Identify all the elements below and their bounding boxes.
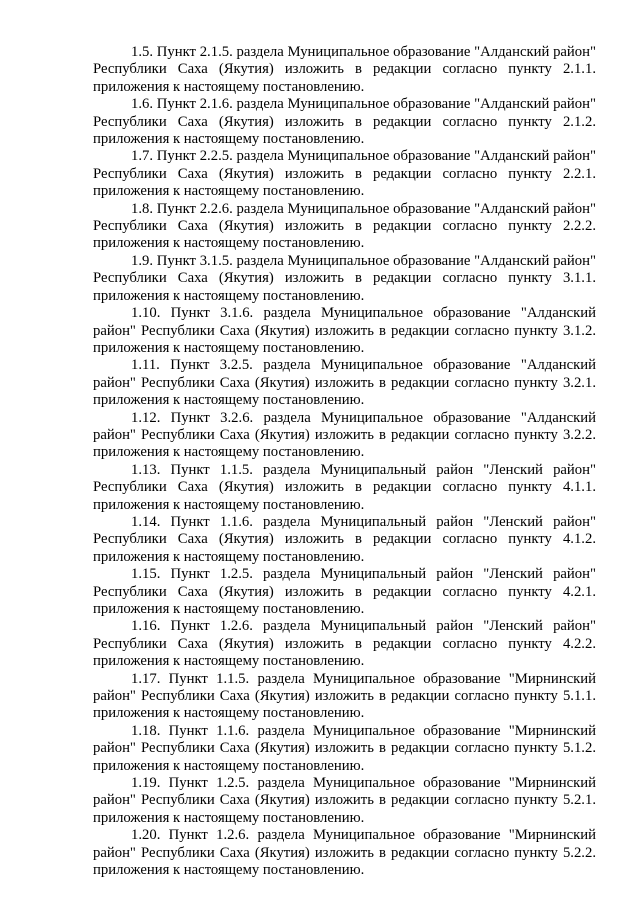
paragraph-1-8: 1.8. Пункт 2.2.6. раздела Муниципальное образование "Алданский район" Республики Саха (Якутия) изложить в редакции согласно пункту 2.2.2. приложения к настоящему постановлению. <box>93 200 596 252</box>
paragraph-1-11: 1.11. Пункт 3.2.5. раздела Муниципальное образование "Алданский район" Республики Саха (Якутия) изложить в редакции согласно пункту 3.2.1. приложения к настоящему постановлению. <box>93 357 596 409</box>
document-page <box>93 44 596 880</box>
paragraph-1-15: 1.15. Пункт 1.2.5. раздела Муниципальный район "Ленский район" Республики Саха (Якутия) изложить в редакции согласно пункту 4.2.1. приложения к настоящему постановлению. <box>93 566 596 617</box>
paragraph-1-6: 1.6. Пункт 2.1.6. раздела Муниципальное образование "Алданский район" Республики Саха (Якутия) изложить в редакции согласно пункту 2.1.2. приложения к настоящему постановлению. <box>93 96 596 148</box>
paragraph-1-19: 1.19. Пункт 1.2.5. раздела Муниципальное образование "Мирнинский район" Республики Саха (Якутия) изложить в редакции согласно пункту 5.2.1. приложения к настоящему постановлению. <box>93 775 596 826</box>
paragraph-1-14: 1.14. Пункт 1.1.6. раздела Муниципальный район "Ленский район" Республики Саха (Якутия) изложить в редакции согласно пункту 4.1.2. приложения к настоящему постановлению. <box>93 513 596 565</box>
paragraph-1-20: 1.20. Пункт 1.2.6. раздела Муниципальное образование "Мирнинский район" Республики Саха (Якутия) изложить в редакции согласно пункту 5.2.2. приложения к настоящему постановлению. <box>93 827 596 879</box>
paragraph-1-18: 1.18. Пункт 1.1.6. раздела Муниципальное образование "Мирнинский район" Республики Саха (Якутия) изложить в редакции согласно пункту 5.1.2. приложения к настоящему постановлению. <box>93 722 596 774</box>
paragraph-1-10: 1.10. Пункт 3.1.6. раздела Муниципальное образование "Алданский район" Республики Саха (Якутия) изложить в редакции согласно пункту 3.1.2. приложения к настоящему постановлению. <box>93 305 596 356</box>
paragraph-1-5: 1.5. Пункт 2.1.5. раздела Муниципальное образование "Алданский район" Республики Саха (Якутия) изложить в редакции согласно пункту 2.1.1. приложения к настоящему постановлению. <box>93 44 596 95</box>
paragraph-1-17: 1.17. Пункт 1.1.5. раздела Муниципальное образование "Мирнинский район" Республики Саха (Якутия) изложить в редакции согласно пункту 5.1.1. приложения к настоящему постановлению. <box>93 670 596 722</box>
paragraph-1-7: 1.7. Пункт 2.2.5. раздела Муниципальное образование "Алданский район" Республики Саха (Якутия) изложить в редакции согласно пункту 2.2.1. приложения к настоящему постановлению. <box>93 148 596 200</box>
paragraph-1-9: 1.9. Пункт 3.1.5. раздела Муниципальное образование "Алданский район" Республики Саха (Якутия) изложить в редакции согласно пункту 3.1.1. приложения к настоящему постановлению. <box>93 252 596 304</box>
paragraph-1-13: 1.13. Пункт 1.1.5. раздела Муниципальный район "Ленский район" Республики Саха (Якутия) изложить в редакции согласно пункту 4.1.1. приложения к настоящему постановлению. <box>93 461 596 513</box>
paragraph-1-12: 1.12. Пункт 3.2.6. раздела Муниципальное образование "Алданский район" Республики Саха (Якутия) изложить в редакции согласно пункту 3.2.2. приложения к настоящему постановлению. <box>93 409 596 461</box>
paragraph-1-16: 1.16. Пункт 1.2.6. раздела Муниципальный район "Ленский район" Республики Саха (Якутия) изложить в редакции согласно пункту 4.2.2. приложения к настоящему постановлению. <box>93 618 596 670</box>
